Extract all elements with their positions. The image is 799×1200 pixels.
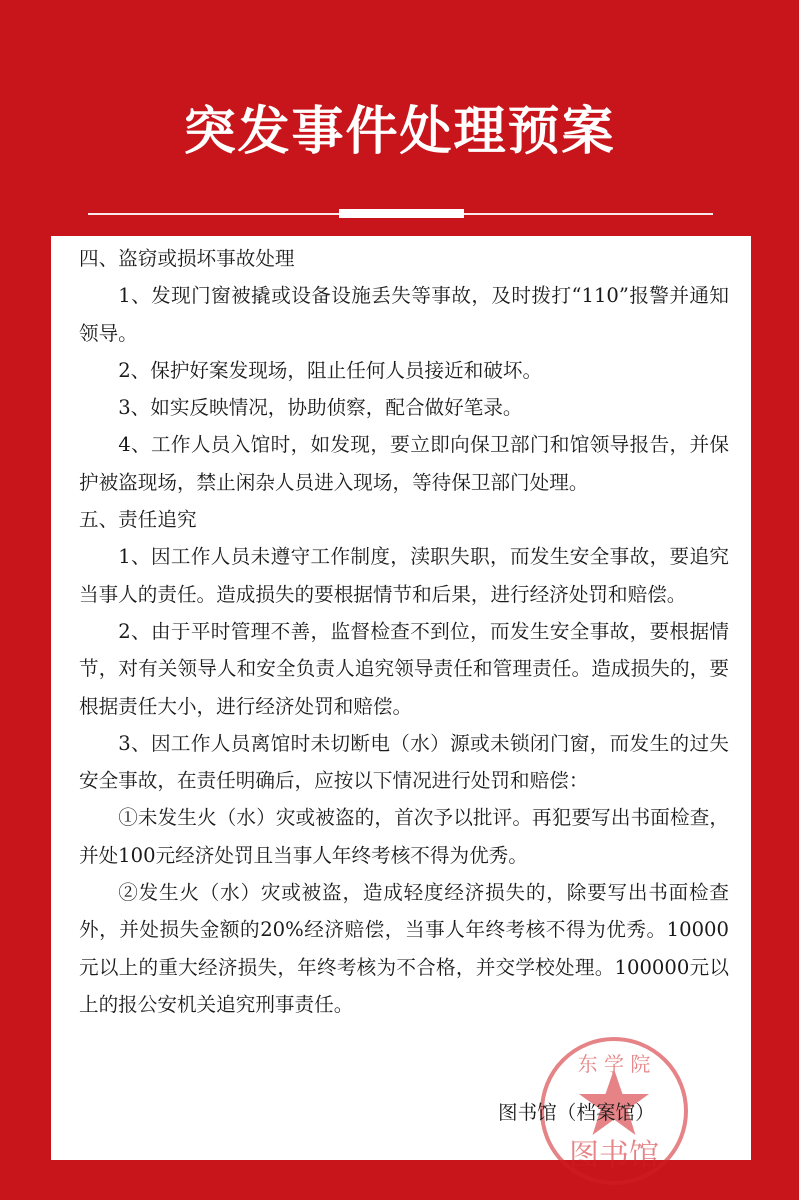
paragraph: 五、责任追究 (79, 508, 197, 532)
paragraph: 3、如实反映情况，协助侦察，配合做好笔录。 (118, 396, 523, 420)
seal-lower-text: 图书馆 (569, 1138, 659, 1173)
signature: 图书馆（档案馆） (498, 1101, 655, 1124)
paragraph: 四、盗窃或损坏事故处理 (79, 247, 295, 270)
paragraph: 2、由于平时管理不善，监督检查不到位，而发生安全事故，要根据情节，对有关领导人和安全负责人追究领导责任和管理责任。造成损失的，要根据责任大小，进行经济处罚和赔偿。 (79, 619, 729, 718)
title-divider-accent (339, 209, 464, 218)
seal-upper-text: 东 学 院 (577, 1052, 651, 1076)
page-title: 突发事件处理预案 (183, 102, 616, 162)
paragraph: 1、发现门窗被撬或设备设施丢失等事故，及时拨打“110”报警并通知领导。 (79, 284, 729, 345)
paragraph: 1、因工作人员未遵守工作制度，渎职失职，而发生安全事故，要追究当事人的责任。造成损失的要根据情节和后果，进行经济处罚和赔偿。 (79, 545, 729, 606)
paragraph: ①未发生火（水）灾或被盗的，首次予以批评。再犯要写出书面检查，并处100元经济处罚且当事人年终考核不得为优秀。 (79, 806, 729, 867)
paragraph: 4、工作人员入馆时，如发现，要立即向保卫部门和馆领导报告，并保护被盗现场，禁止闲杂人员进入现场，等待保卫部门处理。 (79, 433, 729, 494)
paragraph: 2、保护好案发现场，阻止任何人员接近和破坏。 (118, 358, 543, 382)
document-body (79, 240, 729, 1023)
paragraph: ②发生火（水）灾或被盗，造成轻度经济损失的，除要写出书面检查外，并处损失金额的20%经济赔偿，当事人年终考核不得为优秀。10000元以上的重大经济损失，年终考核为不合格，并交学校处理。100000元以上的报公安机关追究刑事责任。 (79, 881, 729, 1016)
paragraph: 3、因工作人员离馆时未切断电（水）源或未锁闭门窗，而发生的过失安全事故，在责任明确后，应按以下情况进行处罚和赔偿： (79, 731, 729, 793)
document-panel (51, 236, 751, 1160)
